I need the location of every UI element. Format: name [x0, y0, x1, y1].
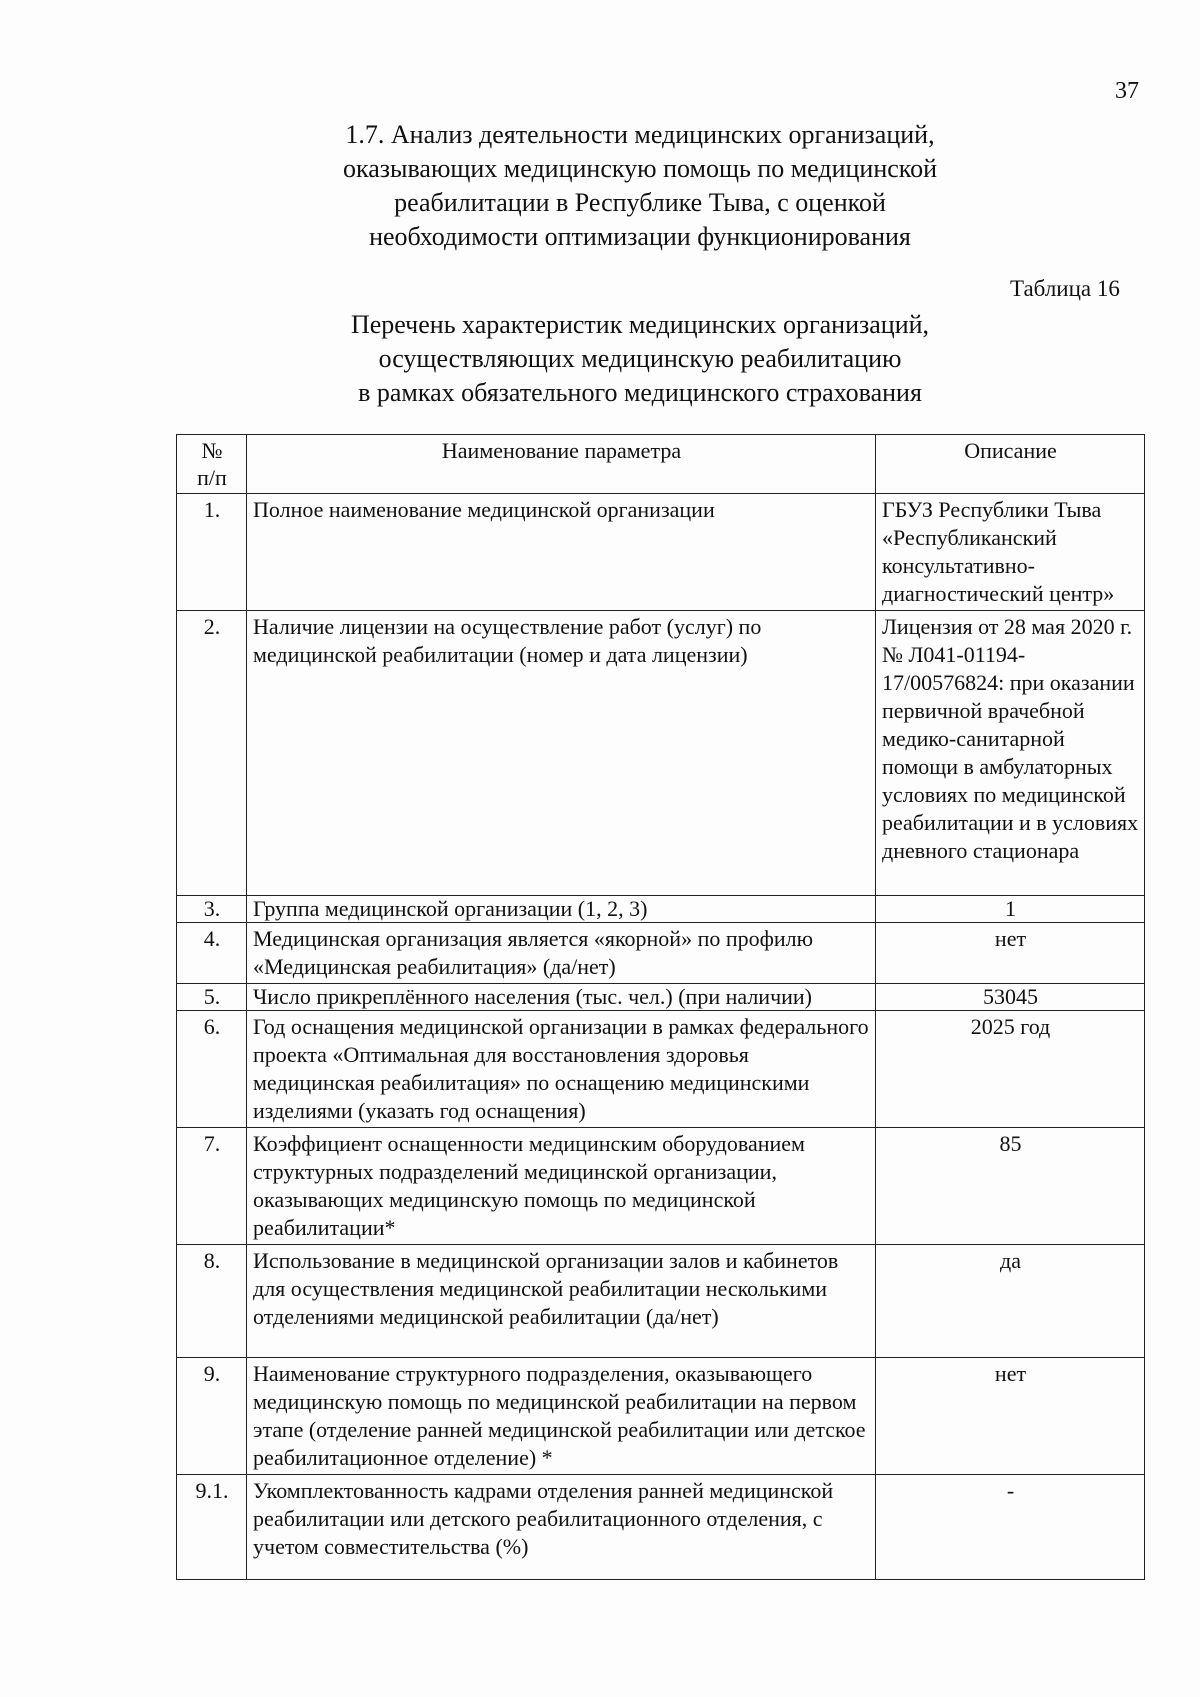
parameter-description: ГБУЗ Республики Тыва «Республиканский консультативно-диагностический центр»: [876, 494, 1145, 611]
row-number: 6.: [177, 1011, 247, 1128]
table-header-row: [177, 435, 1145, 494]
table-row: [177, 1245, 1145, 1358]
header-description: Описание: [876, 435, 1145, 494]
table-row: [177, 1128, 1145, 1245]
header-number-abbr: п/п: [197, 465, 227, 490]
row-number: 9.: [177, 1358, 247, 1475]
parameter-name: Наименование структурного подразделения, оказывающего медицинскую помощь по медицинской реабилитации на первом этапе (отделение ранней медицинской реабилитации или детское реабилитационное отделение) *: [247, 1358, 876, 1475]
table-title: [260, 308, 1020, 410]
row-number: 4.: [177, 923, 247, 984]
parameter-name: Медицинская организация является «якорной» по профилю «Медицинская реабилитация» (да/нет): [247, 923, 876, 984]
table-title-line: в рамках обязательного медицинского страхования: [358, 378, 922, 407]
header-parameter-name: Наименование параметра: [247, 435, 876, 494]
row-number: 9.1.: [177, 1475, 247, 1580]
parameter-description: да: [876, 1245, 1145, 1358]
parameter-description: Лицензия от 28 мая 2020 г. № Л041-01194-17/00576824: при оказании первичной врачебной медико-санитарной помощи в амбулаторных условиях по медицинской реабилитации и в условиях дневного стационара: [876, 611, 1145, 896]
row-number: 3.: [177, 896, 247, 923]
parameter-name: Год оснащения медицинской организации в рамках федерального проекта «Оптимальная для восстановления здоровья медицинская реабилитация» по оснащению медицинскими изделиями (указать год оснащения): [247, 1011, 876, 1128]
section-heading-line: 1.7. Анализ деятельности медицинских организаций,: [345, 120, 935, 149]
table-row: [177, 984, 1145, 1011]
table-row: [177, 494, 1145, 611]
parameter-name: Коэффициент оснащенности медицинским оборудованием структурных подразделений медицинской организации, оказывающих медицинскую помощь по медицинской реабилитации*: [247, 1128, 876, 1245]
table-row: [177, 1475, 1145, 1580]
page-number: 37: [1115, 78, 1139, 104]
parameter-description: 85: [876, 1128, 1145, 1245]
parameter-name: Использование в медицинской организации залов и кабинетов для осуществления медицинской реабилитации несколькими отделениями медицинской реабилитации (да/нет): [247, 1245, 876, 1358]
table-row: [177, 1358, 1145, 1475]
parameter-name: Укомплектованность кадрами отделения ранней медицинской реабилитации или детского реабилитационного отделения, с учетом совместительства (%): [247, 1475, 876, 1580]
parameter-description: 2025 год: [876, 1011, 1145, 1128]
header-number: [177, 435, 247, 494]
table-title-line: Перечень характеристик медицинских организаций,: [350, 310, 930, 339]
parameter-name: Число прикреплённого населения (тыс. чел.) (при наличии): [247, 984, 876, 1011]
parameter-name: Группа медицинской организации (1, 2, 3): [247, 896, 876, 923]
table-row: [177, 611, 1145, 896]
table-caption: Таблица 16: [1010, 276, 1120, 301]
header-number-symbol: №: [201, 438, 223, 463]
parameter-name: Наличие лицензии на осуществление работ (услуг) по медицинской реабилитации (номер и дата лицензии): [247, 611, 876, 896]
section-heading-line: оказывающих медицинскую помощь по медицинской: [342, 154, 938, 183]
row-number: 8.: [177, 1245, 247, 1358]
row-number: 1.: [177, 494, 247, 611]
parameter-description: нет: [876, 923, 1145, 984]
parameter-name: Полное наименование медицинской организации: [247, 494, 876, 611]
section-heading-line: необходимости оптимизации функционирования: [369, 222, 911, 251]
parameter-description: 1: [876, 896, 1145, 923]
parameter-description: 53045: [876, 984, 1145, 1011]
row-number: 2.: [177, 611, 247, 896]
table-row: [177, 1011, 1145, 1128]
row-number: 5.: [177, 984, 247, 1011]
row-number: 7.: [177, 1128, 247, 1245]
table-title-line: осуществляющих медицинскую реабилитацию: [378, 344, 902, 373]
table-row: [177, 923, 1145, 984]
parameter-description: -: [876, 1475, 1145, 1580]
section-heading-line: реабилитации в Республике Тыва, с оценкой: [394, 188, 886, 217]
parameters-table: [176, 434, 1145, 1580]
table-row: [177, 896, 1145, 923]
section-heading: [260, 118, 1020, 254]
parameter-description: нет: [876, 1358, 1145, 1475]
